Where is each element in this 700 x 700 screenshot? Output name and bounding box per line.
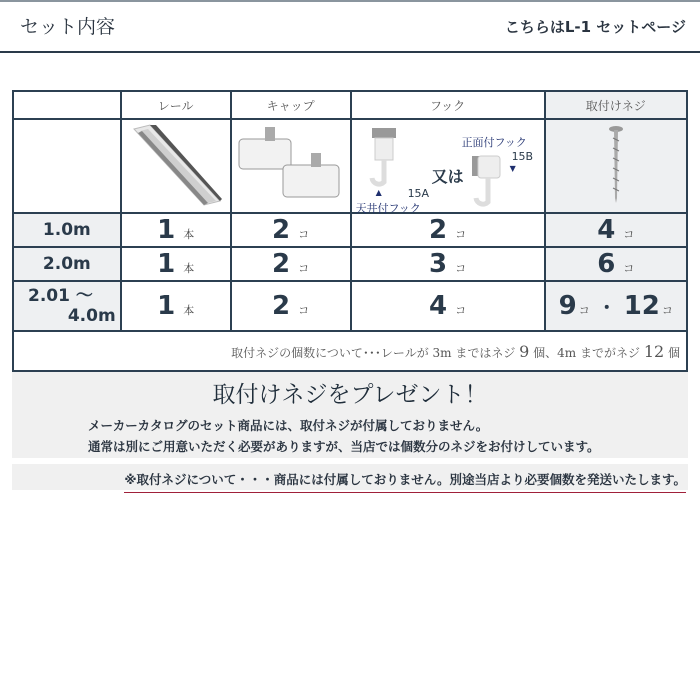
unit: コ xyxy=(578,304,590,317)
ceiling-hook-label: 天井付フック xyxy=(355,202,421,215)
unit: コ xyxy=(455,262,467,275)
unit: コ xyxy=(623,262,635,275)
unit: コ xyxy=(661,304,673,317)
unit: 本 xyxy=(183,304,195,317)
screw-qty: 6 xyxy=(597,249,616,279)
down-triangle-icon: ▼ xyxy=(509,164,516,173)
length-to: 4.0m xyxy=(67,306,116,326)
header-divider xyxy=(0,51,700,53)
screw-qty: 4 xyxy=(597,215,616,245)
unit: 本 xyxy=(183,228,195,241)
set-page-label: こちらはL-1 セットページ xyxy=(504,18,686,36)
ceiling-hook-image xyxy=(366,126,406,196)
note-number: 9 xyxy=(519,341,530,361)
rail-qty: 1 xyxy=(157,291,176,321)
hook-image-cell xyxy=(351,119,545,213)
page-title: セット内容 xyxy=(20,16,116,38)
hook-qty: 4 xyxy=(428,291,448,321)
warning-text: ※取付ネジについて・・・商品には付属しておりません。別途当店より必要個数を発送いたします。 xyxy=(124,470,686,493)
cap-qty: 2 xyxy=(272,291,291,321)
table-row xyxy=(13,281,687,331)
unit: 本 xyxy=(183,262,195,275)
note-number: 12 xyxy=(643,341,665,361)
top-border xyxy=(0,0,700,2)
unit: コ xyxy=(455,304,467,317)
col-cap: キャップ xyxy=(231,91,351,119)
warning-box xyxy=(12,464,688,490)
note-text: 個 xyxy=(664,345,680,360)
front-hook-image xyxy=(470,152,510,214)
set-contents-table xyxy=(12,90,688,372)
note-text: 個、4m までがネジ xyxy=(529,345,644,360)
length-from: 2.01 ～ xyxy=(28,286,93,306)
ceiling-hook-code: 15A xyxy=(407,187,430,200)
length-cell: 2.0m xyxy=(13,247,121,281)
unit: コ xyxy=(298,304,310,317)
length-cell xyxy=(13,281,121,331)
blank-cell xyxy=(13,119,121,213)
screw-image xyxy=(545,119,687,213)
unit: コ xyxy=(623,228,635,241)
col-rail: レール xyxy=(121,91,231,119)
unit: コ xyxy=(298,228,310,241)
screw-count-note xyxy=(13,331,687,371)
unit: コ xyxy=(298,262,310,275)
cap-qty: 2 xyxy=(272,249,291,279)
separator: ・ xyxy=(597,298,616,319)
promo-line-2: 通常は別にご用意いただく必要がありますが、当店では個数分のネジをお付けしています。 xyxy=(88,439,600,454)
hook-qty: 2 xyxy=(428,215,448,245)
image-row xyxy=(13,119,687,213)
rail-qty: 1 xyxy=(157,215,176,245)
up-triangle-icon: ▲ xyxy=(375,188,382,197)
hook-qty: 3 xyxy=(428,249,448,279)
cap-image xyxy=(231,119,351,213)
rail-qty: 1 xyxy=(157,249,176,279)
front-hook-code: 15B xyxy=(511,150,534,163)
unit: コ xyxy=(455,228,467,241)
table-row xyxy=(13,213,687,247)
promo-title: 取付けネジをプレゼント！ xyxy=(212,382,488,408)
promo-box xyxy=(12,372,688,458)
note-text: 取付ネジの個数について･･･レールが 3m まではネジ xyxy=(231,345,520,360)
screw-qty-alt: 12 xyxy=(623,291,660,321)
corner-cell xyxy=(13,91,121,119)
screw-qty: 9 xyxy=(558,291,577,321)
col-screw: 取付けネジ xyxy=(545,91,687,119)
table-row xyxy=(13,247,687,281)
front-hook-label: 正面付フック xyxy=(461,136,527,149)
note-row xyxy=(13,331,687,371)
cap-qty: 2 xyxy=(272,215,291,245)
rail-image xyxy=(121,119,231,213)
promo-line-1: メーカーカタログのセット商品には、取付ネジが付属しておりません。 xyxy=(88,418,489,433)
length-cell: 1.0m xyxy=(13,213,121,247)
table-header-row xyxy=(13,91,687,119)
col-hook: フック xyxy=(351,91,545,119)
or-label: 又は xyxy=(431,167,464,186)
